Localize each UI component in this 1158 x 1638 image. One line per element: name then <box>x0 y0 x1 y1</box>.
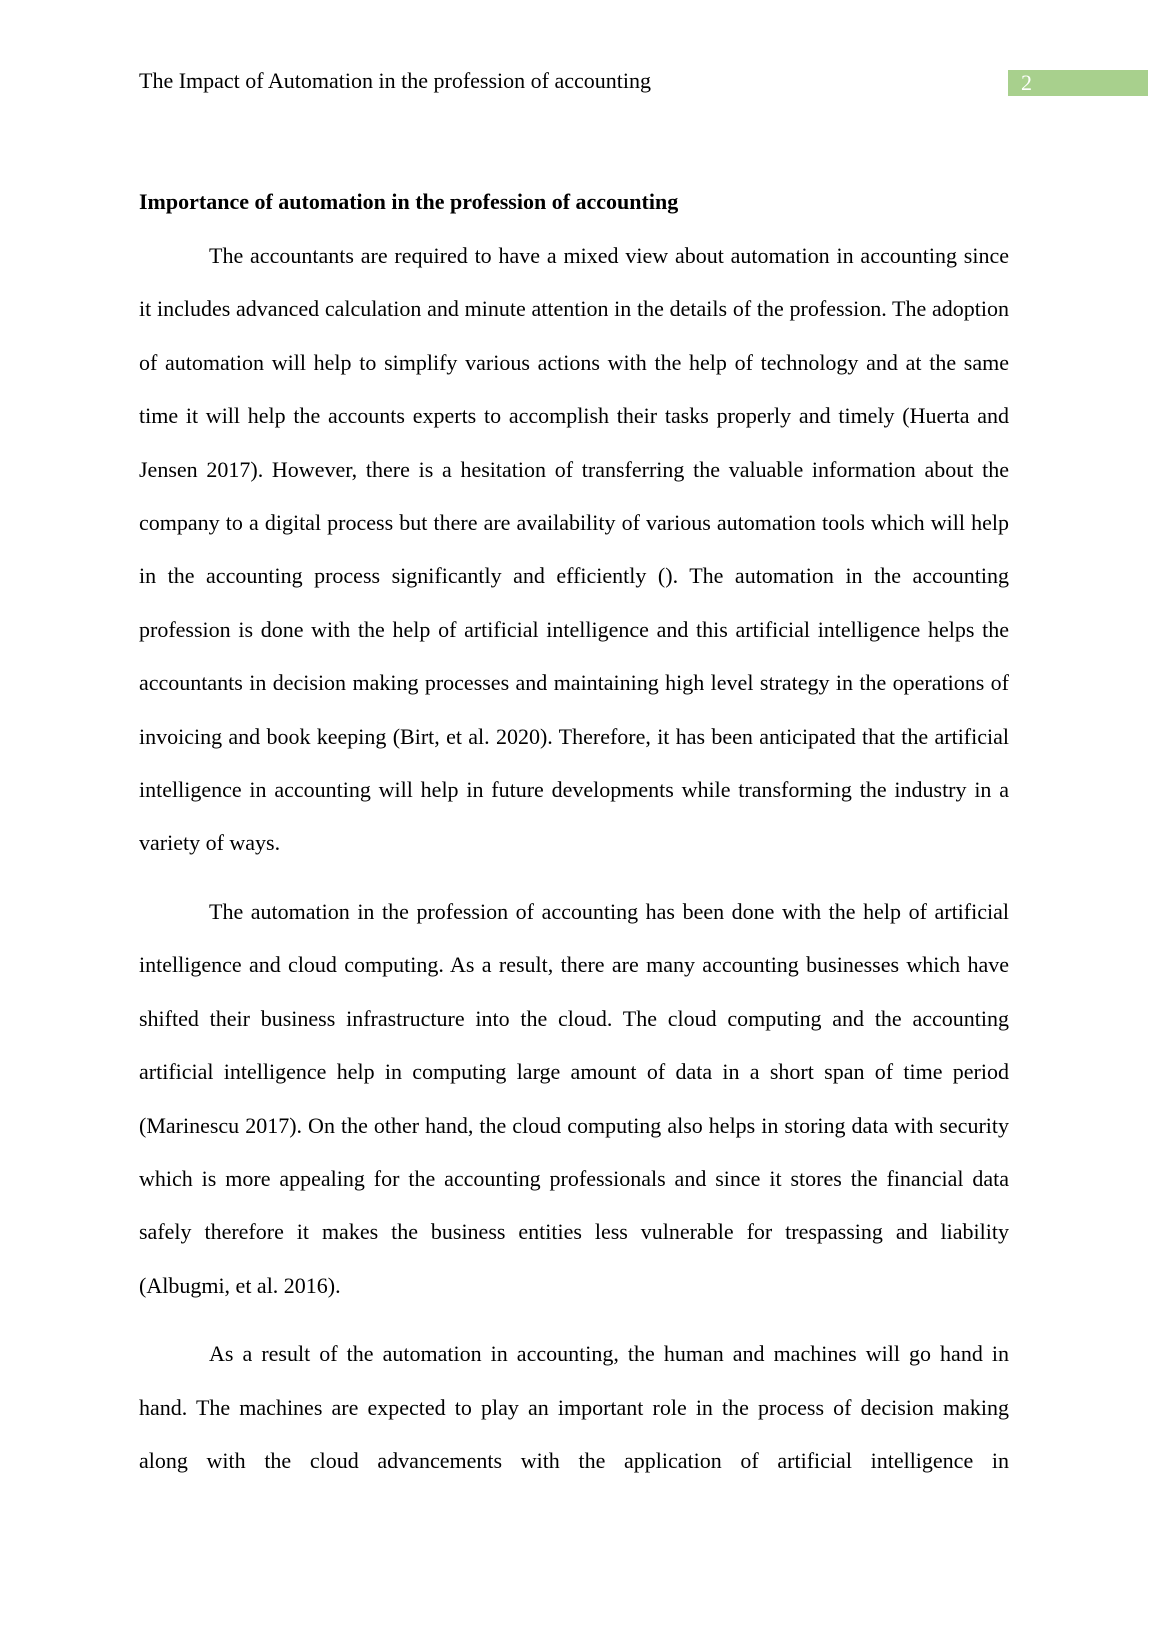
paragraph: As a result of the automation in accounting, the human and machines will go hand in hand. The machines are expected to play an important role in the process of decision making along with the cloud advancements with the application of artificial intelligence in <box>139 1341 1009 1473</box>
document-body <box>139 184 1009 1502</box>
page-number-badge: 2 <box>1008 70 1148 96</box>
running-header: The Impact of Automation in the profession of accounting <box>139 68 651 93</box>
section-heading: Importance of automation in the profession of accounting <box>139 189 679 214</box>
paragraph: The accountants are required to have a mixed view about automation in accounting since it includes advanced calculation and minute attention in the details of the profession. The adoption of automation will help to simplify various actions with the help of technology and at the same time it will help the accounts experts to accomplish their tasks properly and timely (Huerta and Jensen 2017). However, there is a hesitation of transferring the valuable information about the company to a digital process but there are availability of various automation tools which will help in the accounting process significantly and efficiently (). The automation in the accounting profession is done with the help of artificial intelligence and this artificial intelligence helps the accountants in decision making processes and maintaining high level strategy in the operations of invoicing and book keeping (Birt, et al. 2020). Therefore, it has been anticipated that the artificial intelligence in accounting will help in future developments while transforming the industry in a variety of ways. <box>139 243 1009 856</box>
paragraph: The automation in the profession of accounting has been done with the help of artificial intelligence and cloud computing. As a result, there are many accounting businesses which have shifted their business infrastructure into the cloud. The cloud computing and the accounting artificial intelligence help in computing large amount of data in a short span of time period (Marinescu 2017). On the other hand, the cloud computing also helps in storing data with security which is more appealing for the accounting professionals and since it stores the financial data safely therefore it makes the business entities less vulnerable for trespassing and liability (Albugmi, et al. 2016). <box>139 898 1009 1298</box>
